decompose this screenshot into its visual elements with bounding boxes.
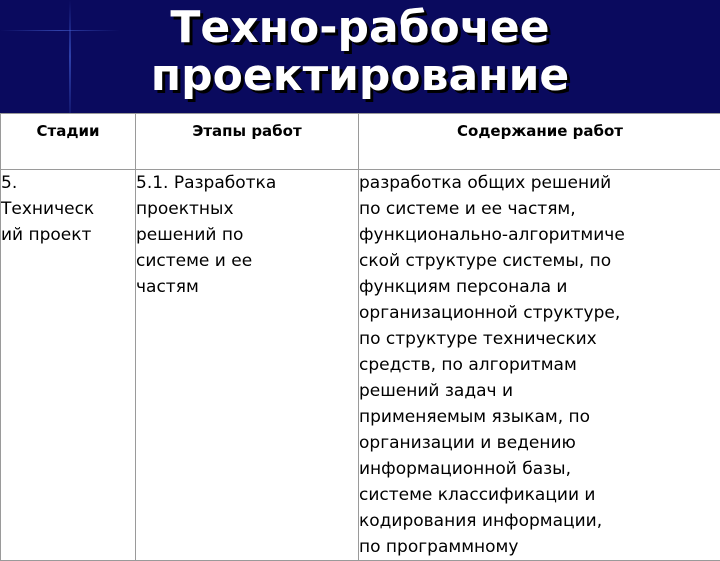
stage-text: 5. Техническ ий проект xyxy=(1,170,135,248)
content-text: разработка общих решений по системе и ее частям, функционально-алгоритмиче ской структуре системы, по функциям персонала и организационной структуре, по структуре технических средств, по алгоритмам решений задач и применяемым языкам, по организации и ведению информационной базы, системе классификации и кодирования информации, по программному xyxy=(359,170,720,560)
content-cell xyxy=(359,170,720,561)
work-stages-table xyxy=(0,113,720,561)
header-work-steps: Этапы работ xyxy=(136,114,359,170)
table-row xyxy=(1,170,720,561)
slide-title: Техно-рабочее проектирование xyxy=(0,4,720,100)
header-work-content: Содержание работ xyxy=(359,114,720,170)
header-stages: Стадии xyxy=(1,114,136,170)
step-cell xyxy=(136,170,359,561)
table-header-row xyxy=(1,114,720,170)
title-bar xyxy=(0,0,720,113)
step-text: 5.1. Разработка проектных решений по системе и ее частям xyxy=(136,170,358,300)
stage-cell xyxy=(1,170,136,561)
